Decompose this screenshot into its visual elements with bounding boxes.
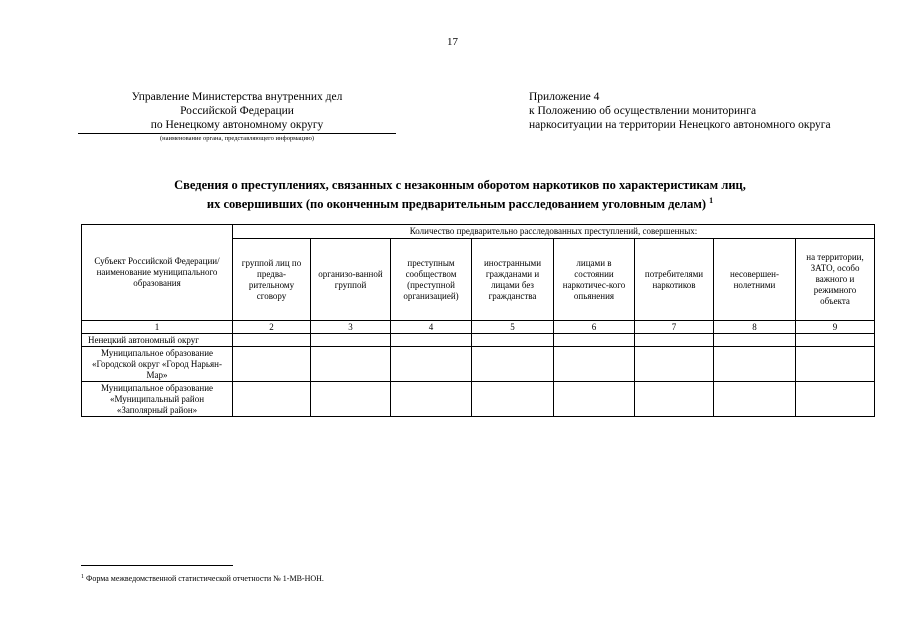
data-cell[interactable] [635, 334, 714, 347]
footnote [81, 572, 324, 584]
appendix-line-3: наркоситуации на территории Ненецкого автономного округа [529, 119, 831, 131]
column-number: 6 [554, 321, 635, 334]
org-line-2: Российской Федерации [180, 105, 294, 117]
data-cell[interactable] [311, 347, 391, 382]
org-line-1: Управление Министерства внутренних дел [131, 91, 343, 103]
statistics-table [81, 224, 875, 417]
table-header-row [82, 225, 875, 239]
column-header-criminal-community: преступным сообществом (преступной организацией) [391, 239, 472, 321]
column-number: 1 [82, 321, 233, 334]
appendix-line-2: к Положению об осуществлении мониторинга [529, 105, 757, 117]
data-cell[interactable] [635, 382, 714, 417]
column-number: 5 [472, 321, 554, 334]
data-cell[interactable] [714, 347, 796, 382]
column-number: 2 [233, 321, 311, 334]
column-header-foreign-citizens: иностранными гражданами и лицами без гражданства [472, 239, 554, 321]
appendix-reference [529, 90, 889, 132]
title-footnote-mark: 1 [709, 196, 714, 205]
appendix-line-1: Приложение 4 [529, 91, 600, 103]
data-cell[interactable] [796, 382, 875, 417]
column-number-row [82, 321, 875, 334]
column-number: 7 [635, 321, 714, 334]
org-caption: (наименование органа, представляющего информацию) [159, 135, 315, 142]
data-cell[interactable] [554, 334, 635, 347]
data-cell[interactable] [714, 382, 796, 417]
data-cell[interactable] [796, 347, 875, 382]
subject-column-header: Субъект Российской Федерации/ наименование муниципального образования [82, 225, 233, 321]
data-cell[interactable] [472, 347, 554, 382]
column-number: 9 [796, 321, 875, 334]
footnote-mark: 1 [81, 574, 84, 580]
data-cell[interactable] [233, 334, 311, 347]
document-title [110, 178, 810, 212]
data-cell[interactable] [391, 347, 472, 382]
row-label: Ненецкий автономный округ [82, 334, 233, 347]
column-header-zato-territory: на территории, ЗАТО, особо важного и режимного объекта [796, 239, 875, 321]
reporting-organization [78, 90, 396, 143]
org-line-3: по Ненецкому автономному округу [150, 119, 324, 131]
column-header-intoxicated: лицами в состоянии наркотичес-кого опьянения [554, 239, 635, 321]
data-cell[interactable] [714, 334, 796, 347]
column-header-group-conspiracy: группой лиц по предва-рительному сговору [233, 239, 311, 321]
footnote-text: Форма межведомственной статистической отчетности № 1-МВ-НОН. [86, 574, 324, 583]
column-header-organized-group: организо-ванной группой [311, 239, 391, 321]
table-row [82, 334, 875, 347]
footnote-divider [81, 565, 233, 566]
title-line-2-wrap [110, 193, 810, 212]
data-cell[interactable] [635, 347, 714, 382]
data-cell[interactable] [391, 382, 472, 417]
data-cell[interactable] [391, 334, 472, 347]
column-number: 3 [311, 321, 391, 334]
data-cell[interactable] [554, 382, 635, 417]
data-cell[interactable] [472, 334, 554, 347]
row-label: Муниципальное образование «Городской округ «Город Нарьян-Мар» [82, 347, 233, 382]
table-row [82, 347, 875, 382]
column-header-minors: несовершен-нолетними [714, 239, 796, 321]
page-number: 17 [447, 36, 458, 48]
table-row [82, 382, 875, 417]
data-cell[interactable] [796, 334, 875, 347]
title-line-1: Сведения о преступлениях, связанных с незаконным оборотом наркотиков по характеристикам лиц, [174, 178, 746, 192]
data-cell[interactable] [233, 382, 311, 417]
row-label: Муниципальное образование «Муниципальный район «Заполярный район» [82, 382, 233, 417]
data-cell[interactable] [472, 382, 554, 417]
column-header-drug-users: потребителями наркотиков [635, 239, 714, 321]
column-number: 4 [391, 321, 472, 334]
group-column-header: Количество предварительно расследованных преступлений, совершенных: [233, 225, 875, 239]
data-cell[interactable] [233, 347, 311, 382]
title-line-2: их совершивших (по оконченным предварительным расследованием уголовным делам) [206, 197, 706, 211]
data-cell[interactable] [311, 334, 391, 347]
data-cell[interactable] [554, 347, 635, 382]
data-cell[interactable] [311, 382, 391, 417]
column-number: 8 [714, 321, 796, 334]
